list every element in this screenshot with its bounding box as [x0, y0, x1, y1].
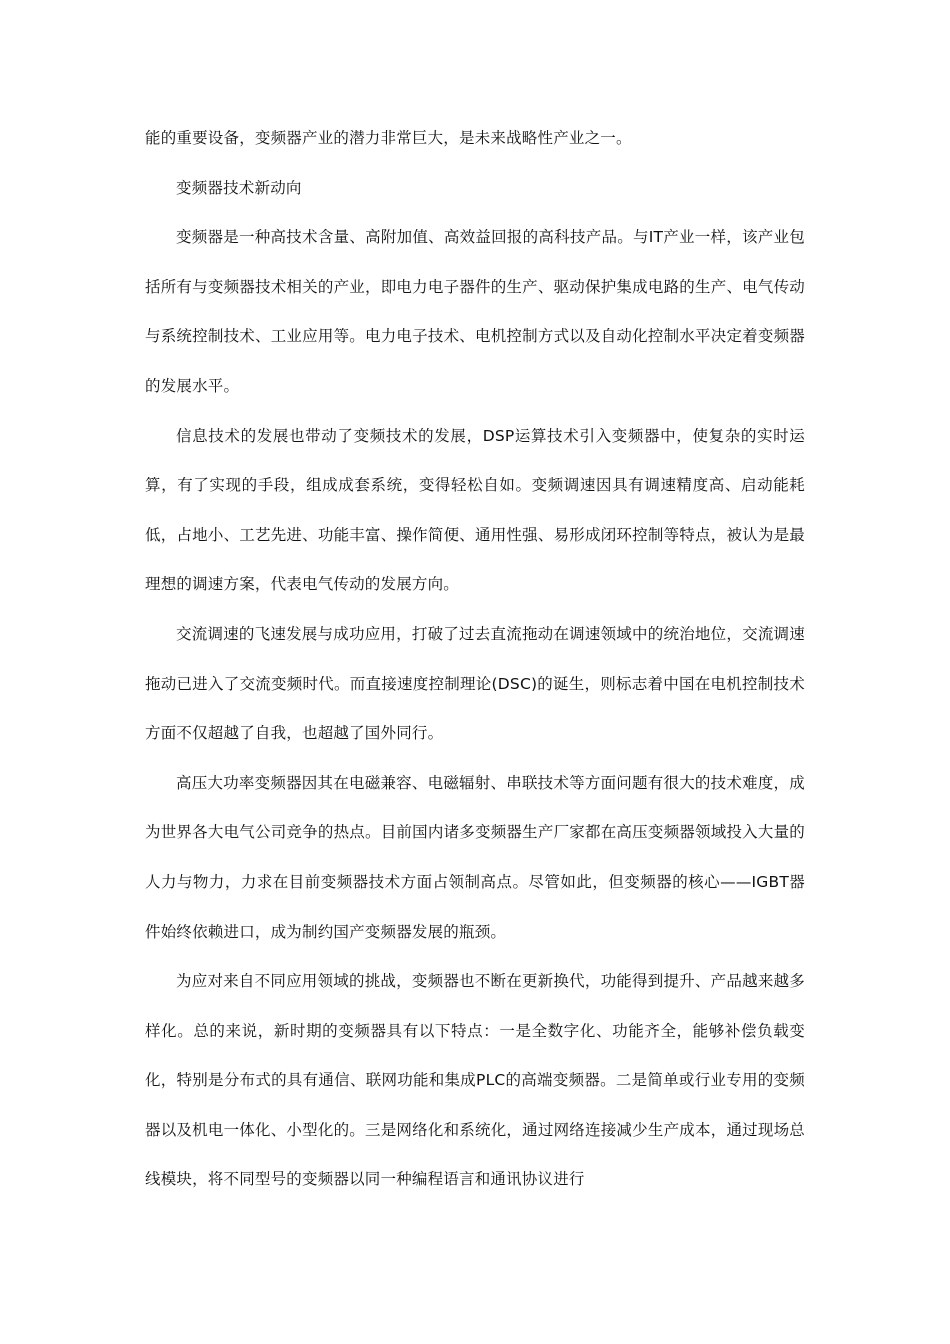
paragraph: 信息技术的发展也带动了变频技术的发展，DSP运算技术引入变频器中，使复杂的实时运算，有了实现的手段，组成成套系统，变得轻松自如。变频调速因具有调速精度高、启动能耗低，占地小、工艺先进、功能丰富、操作简便、通用性强、易形成闭环控制等特点，被认为是最理想的调速方案，代表电气传动的发展方向。 — [145, 426, 805, 594]
paragraph: 交流调速的飞速发展与成功应用，打破了过去直流拖动在调速领域中的统治地位，交流调速拖动已进入了交流变频时代。而直接速度控制理论(DSC)的诞生，则标志着中国在电机控制技术方面不仅超越了自我，也超越了国外同行。 — [145, 624, 805, 743]
section-heading: 变频器技术新动向 — [176, 178, 302, 197]
paragraph: 为应对来自不同应用领域的挑战，变频器也不断在更新换代，功能得到提升、产品越来越多样化。总的来说，新时期的变频器具有以下特点：一是全数字化、功能齐全，能够补偿负载变化，特别是分布式的具有通信、联网功能和集成PLC的高端变频器。二是简单或行业专用的变频器以及机电一体化、小型化的。三是网络化和系统化，通过网络连接减少生产成本，通过现场总线模块，将不同型号的变频器以同一种编程语言和通讯协议进行 — [145, 972, 805, 1189]
paragraph: 高压大功率变频器因其在电磁兼容、电磁辐射、串联技术等方面问题有很大的技术难度，成为世界各大电气公司竞争的热点。目前国内诸多变频器生产厂家都在高压变频器领域投入大量的人力与物力，力求在目前变频器技术方面占领制高点。尽管如此，但变频器的核心——IGBT器件始终依赖进口，成为制约国产变频器发展的瓶颈。 — [145, 773, 805, 941]
document-body — [145, 114, 805, 1205]
paragraph: 变频器是一种高技术含量、高附加值、高效益回报的高科技产品。与IT产业一样，该产业包括所有与变频器技术相关的产业，即电力电子器件的生产、驱动保护集成电路的生产、电气传动与系统控制技术、工业应用等。电力电子技术、电机控制方式以及自动化控制水平决定着变频器的发展水平。 — [145, 228, 805, 395]
paragraph-continuation: 能的重要设备，变频器产业的潜力非常巨大，是未来战略性产业之一。 — [145, 129, 632, 147]
